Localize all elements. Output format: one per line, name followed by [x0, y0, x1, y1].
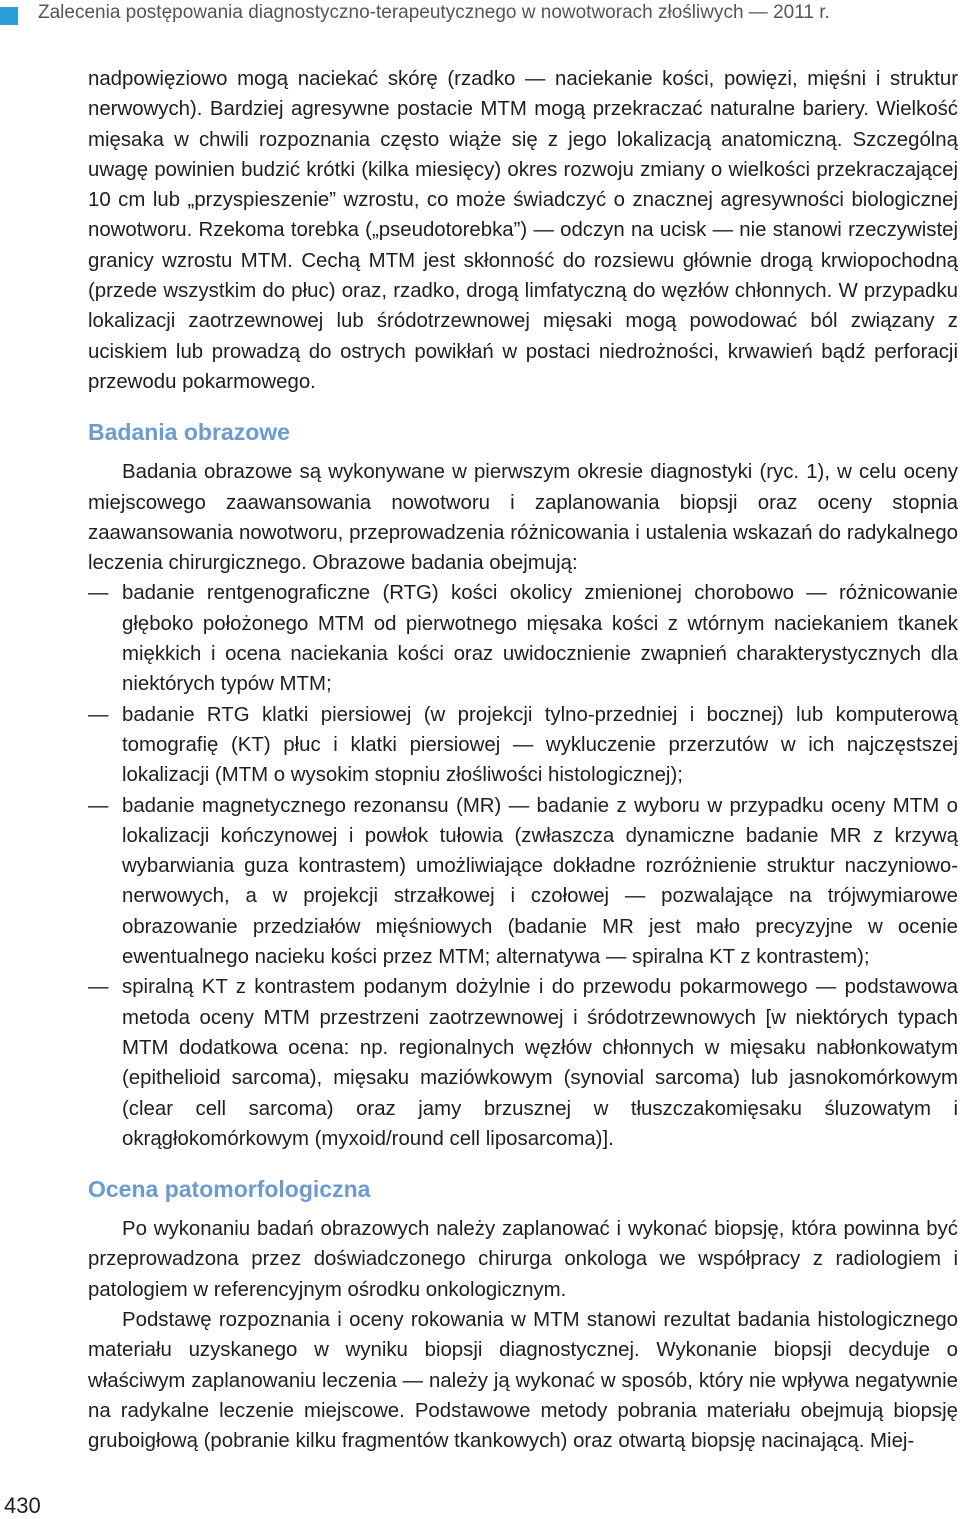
- intro-paragraph: nadpowięziowo mogą naciekać skórę (rzadko — naciekanie kości, powięzi, mięśni i struktur nerwowych). Bardziej agresywne postacie MTM mogą przekraczać naturalne bariery. Wielkość mięsaka w chwili rozpoznania często wiąże się z jego lokalizacją anatomiczną. Szczególną uwagę powinien budzić krótki (kilka miesięcy) okres rozwoju zmiany o wielkości przekraczającej 10 cm lub „przyspieszenie” wzrostu, co może świadczyć o znacznej agresywności biologicznej nowotworu. Rzekoma torebka („pseudotorebka”) — odczyn na ucisk — nie stanowi rzeczywistej granicy wzrostu MTM. Cechą MTM jest skłonność do rozsiewu głównie drogą krwiopochodną (przede wszystkim do płuc) oraz, rzadko, drogą limfatyczną do węzłów chłonnych. W przypadku lokalizacji zaotrzewnowej lub śródotrzewnowej mięsaki mogą powodować ból związany z uciskiem lub prowadzą do ostrych powikłań w postaci niedrożności, krwawień bądź perforacji przewodu pokarmowego.: [88, 68, 958, 393]
- list-item-text: badanie RTG klatki piersiowej (w projekcji tylno-przedniej i bocznej) lub komputerową tomografię (KT) płuc i klatki piersiowej — wykluczenie przerzutów w ich najczęstszej lokalizacji (MTM o wysokim stopniu złośliwości histologicznej);: [122, 703, 958, 787]
- list-item: [88, 700, 958, 791]
- pathology-paragraph-1: Po wykonaniu badań obrazowych należy zaplanować i wykonać biopsję, która powinna być przeprowadzona przez doświadczonego chirurga onkologa we współpracy z radiologiem i patologiem w referencyjnym ośrodku onkologicznym.: [88, 1218, 958, 1301]
- imaging-paragraph: Badania obrazowe są wykonywane w pierwszym okresie diagnostyki (ryc. 1), w celu oceny miejscowego zaawansowania nowotworu i zaplanowania biopsji oraz oceny stopnia zaawansowania nowotworu, przeprowadzenia różnicowania i ustalenia wskazań do radykalnego leczenia chirurgicznego. Obrazowe badania obejmują:: [88, 461, 958, 575]
- header-title: Zalecenia postępowania diagnostyczno-terapeutycznego w nowotworach złośliwych — 2011 r.: [38, 2, 830, 23]
- heading-pathology: Ocena patomorfologiczna: [88, 1176, 371, 1203]
- list-dash: —: [88, 794, 109, 817]
- running-header: [0, 0, 960, 30]
- list-item-text: badanie magnetycznego rezonansu (MR) — badanie z wyboru w przypadku oceny MTM o lokalizacji kończynowej i powłok tułowia (zwłaszcza dynamiczne badanie MR z krzywą wybarwiania guza kontrastem) umożliwiające dokładne rozróżnienie struktur naczyniowo-nerwowych, a w projekcji strzałkowej i czołowej — pozwalające na trójwymiarowe obrazowanie przedziałów mięśniowych (badanie MR jest mało precyzyjne w ocenie ewentualnego nacieku kości przez MTM; alternatywa — spiralna KT z kontrastem);: [122, 794, 958, 969]
- page-number: 430: [4, 1493, 41, 1518]
- list-dash: —: [88, 582, 109, 605]
- list-dash: —: [88, 976, 109, 999]
- list-dash: —: [88, 703, 109, 726]
- list-item: [88, 578, 958, 699]
- list-item: [88, 791, 958, 973]
- list-item-text: badanie rentgenograficzne (RTG) kości okolicy zmienionej chorobowo — różnicowanie głęboko położonego MTM od pierwotnego mięsaka kości z wtórnym naciekaniem tkanek miękkich i ocena naciekania kości oraz uwidocznienie zwapnień charakterystycznych dla niektórych typów MTM;: [122, 582, 958, 696]
- main-text: [88, 64, 958, 1456]
- pathology-paragraph-2: Podstawę rozpoznania i oceny rokowania w MTM stanowi rezultat badania histologicznego materiału uzyskanego w wyniku biopsji diagnostycznej. Wykonanie biopsji decyduje o właściwym zaplanowaniu leczenia — należy ją wykonać w sposób, który nie wpływa negatywnie na radykalne leczenie miejscowe. Podstawowe metody pobrania materiału obejmują biopsję gruboigłową (pobranie kilku fragmentów tkankowych) oraz otwartą biopsję nacinającą. Miej-: [88, 1308, 958, 1453]
- imaging-list: [88, 578, 958, 1154]
- list-item-text: spiralną KT z kontrastem podanym dożylnie i do przewodu pokarmowego — podstawowa metoda oceny MTM przestrzeni zaotrzewnowej i śródotrzewnowych [w niektórych typach MTM dodatkowa ocena: np. regionalnych węzłów chłonnych w mięsaku nabłonkowatym (epithelioid sarcoma), mięsaku maziówkowym (synovial sarcoma) lub jasnokomórkowym (clear cell sarcoma) oraz jamy brzusznej w tłuszczakomięsaku śluzowatym i okrągłokomórkowym (myxoid/round cell liposarcoma)].: [122, 976, 958, 1150]
- heading-imaging: Badania obrazowe: [88, 419, 290, 446]
- header-marker-square: [0, 7, 18, 25]
- list-item: [88, 972, 958, 1154]
